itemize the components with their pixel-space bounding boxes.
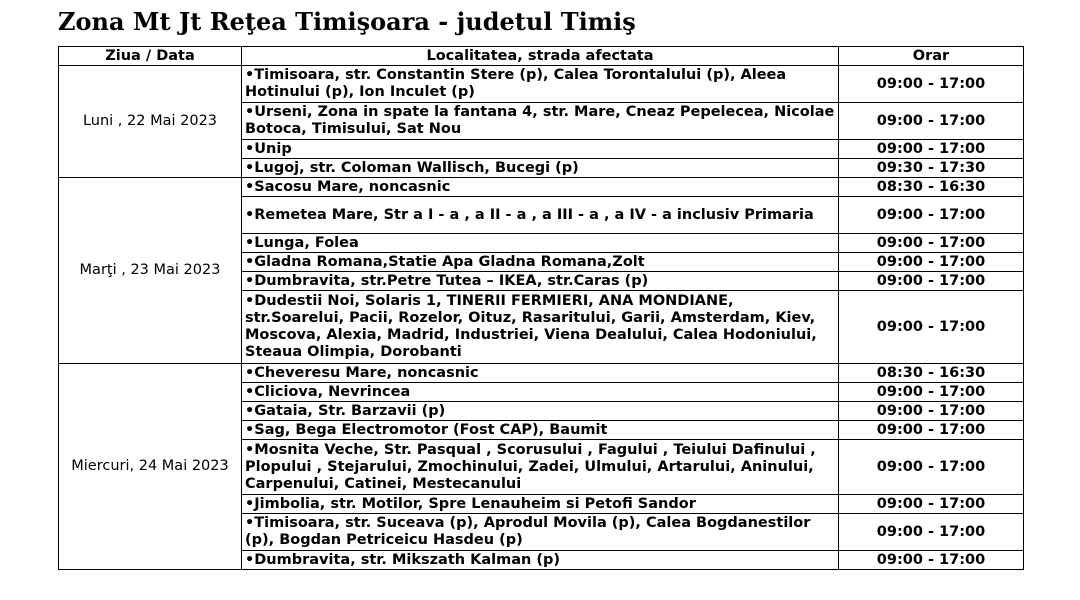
day-cell: Marţi , 23 Mai 2023 [59,178,242,364]
header-location: Localitatea, strada afectata [242,47,839,66]
location-cell: •Sag, Bega Electromotor (Fost CAP), Baumit [242,421,839,440]
time-cell: 09:00 - 17:00 [839,551,1024,570]
location-cell: •Urseni, Zona in spate la fantana 4, str. Mare, Cneaz Pepelecea, Nicolae Botoca, Timisului, Sat Nou [242,103,839,140]
time-cell: 09:00 - 17:00 [839,234,1024,253]
location-cell: •Sacosu Mare, noncasnic [242,178,839,197]
time-cell: 09:00 - 17:00 [839,421,1024,440]
location-cell: •Dumbravita, str. Mikszath Kalman (p) [242,551,839,570]
time-cell: 09:00 - 17:00 [839,140,1024,159]
location-cell: •Gladna Romana,Statie Apa Gladna Romana,Zolt [242,253,839,272]
time-cell: 09:00 - 17:00 [839,440,1024,495]
location-cell: •Timisoara, str. Suceava (p), Aprodul Movila (p), Calea Bogdanestilor (p), Bogdan Petriceicu Hasdeu (p) [242,514,839,551]
outage-schedule-table [58,46,1024,570]
header-time: Orar [839,47,1024,66]
time-cell: 09:00 - 17:00 [839,253,1024,272]
location-cell: •Lugoj, str. Coloman Wallisch, Bucegi (p) [242,159,839,178]
header-day: Ziua / Data [59,47,242,66]
location-cell: •Remetea Mare, Str a I - a , a II - a , a III - a , a IV - a inclusiv Primaria [242,197,839,234]
location-cell: •Dumbravita, str.Petre Tutea – IKEA, str.Caras (p) [242,272,839,291]
time-cell: 09:00 - 17:00 [839,383,1024,402]
time-cell: 08:30 - 16:30 [839,178,1024,197]
time-cell: 09:00 - 17:00 [839,514,1024,551]
location-cell: •Dudestii Noi, Solaris 1, TINERII FERMIERI, ANA MONDIANE, str.Soarelui, Pacii, Rozelor, Oituz, Rasaritului, Garii, Amsterdam, Kiev, Moscova, Alexia, Madrid, Industriei, Viena Dealului, Calea Hodoniului, Steaua Olimpia, Dorobanti [242,291,839,364]
time-cell: 09:00 - 17:00 [839,197,1024,234]
table-row [59,66,1024,103]
time-cell: 09:00 - 17:00 [839,402,1024,421]
time-cell: 09:00 - 17:00 [839,495,1024,514]
location-cell: •Lunga, Folea [242,234,839,253]
page-title: Zona Mt Jt Reţea Timişoara - judetul Timiş [58,7,636,36]
location-cell: •Cheveresu Mare, noncasnic [242,364,839,383]
location-cell: •Unip [242,140,839,159]
day-cell: Miercuri, 24 Mai 2023 [59,364,242,570]
time-cell: 09:30 - 17:30 [839,159,1024,178]
location-cell: •Mosnita Veche, Str. Pasqual , Scorusului , Fagului , Teiului Dafinului , Plopului , Stejarului, Zmochinului, Zadei, Ulmului, Artarului, Aninului, Carpenului, Catinei, Mestecanului [242,440,839,495]
time-cell: 09:00 - 17:00 [839,66,1024,103]
time-cell: 09:00 - 17:00 [839,272,1024,291]
table-header-row [59,47,1024,66]
table-row [59,364,1024,383]
location-cell: •Gataia, Str. Barzavii (p) [242,402,839,421]
time-cell: 09:00 - 17:00 [839,291,1024,364]
day-cell: Luni , 22 Mai 2023 [59,66,242,178]
location-cell: •Jimbolia, str. Motilor, Spre Lenauheim si Petofi Sandor [242,495,839,514]
location-cell: •Timisoara, str. Constantin Stere (p), Calea Torontalului (p), Aleea Hotinului (p), Ion Inculet (p) [242,66,839,103]
time-cell: 08:30 - 16:30 [839,364,1024,383]
location-cell: •Cliciova, Nevrincea [242,383,839,402]
table-row [59,178,1024,197]
time-cell: 09:00 - 17:00 [839,103,1024,140]
